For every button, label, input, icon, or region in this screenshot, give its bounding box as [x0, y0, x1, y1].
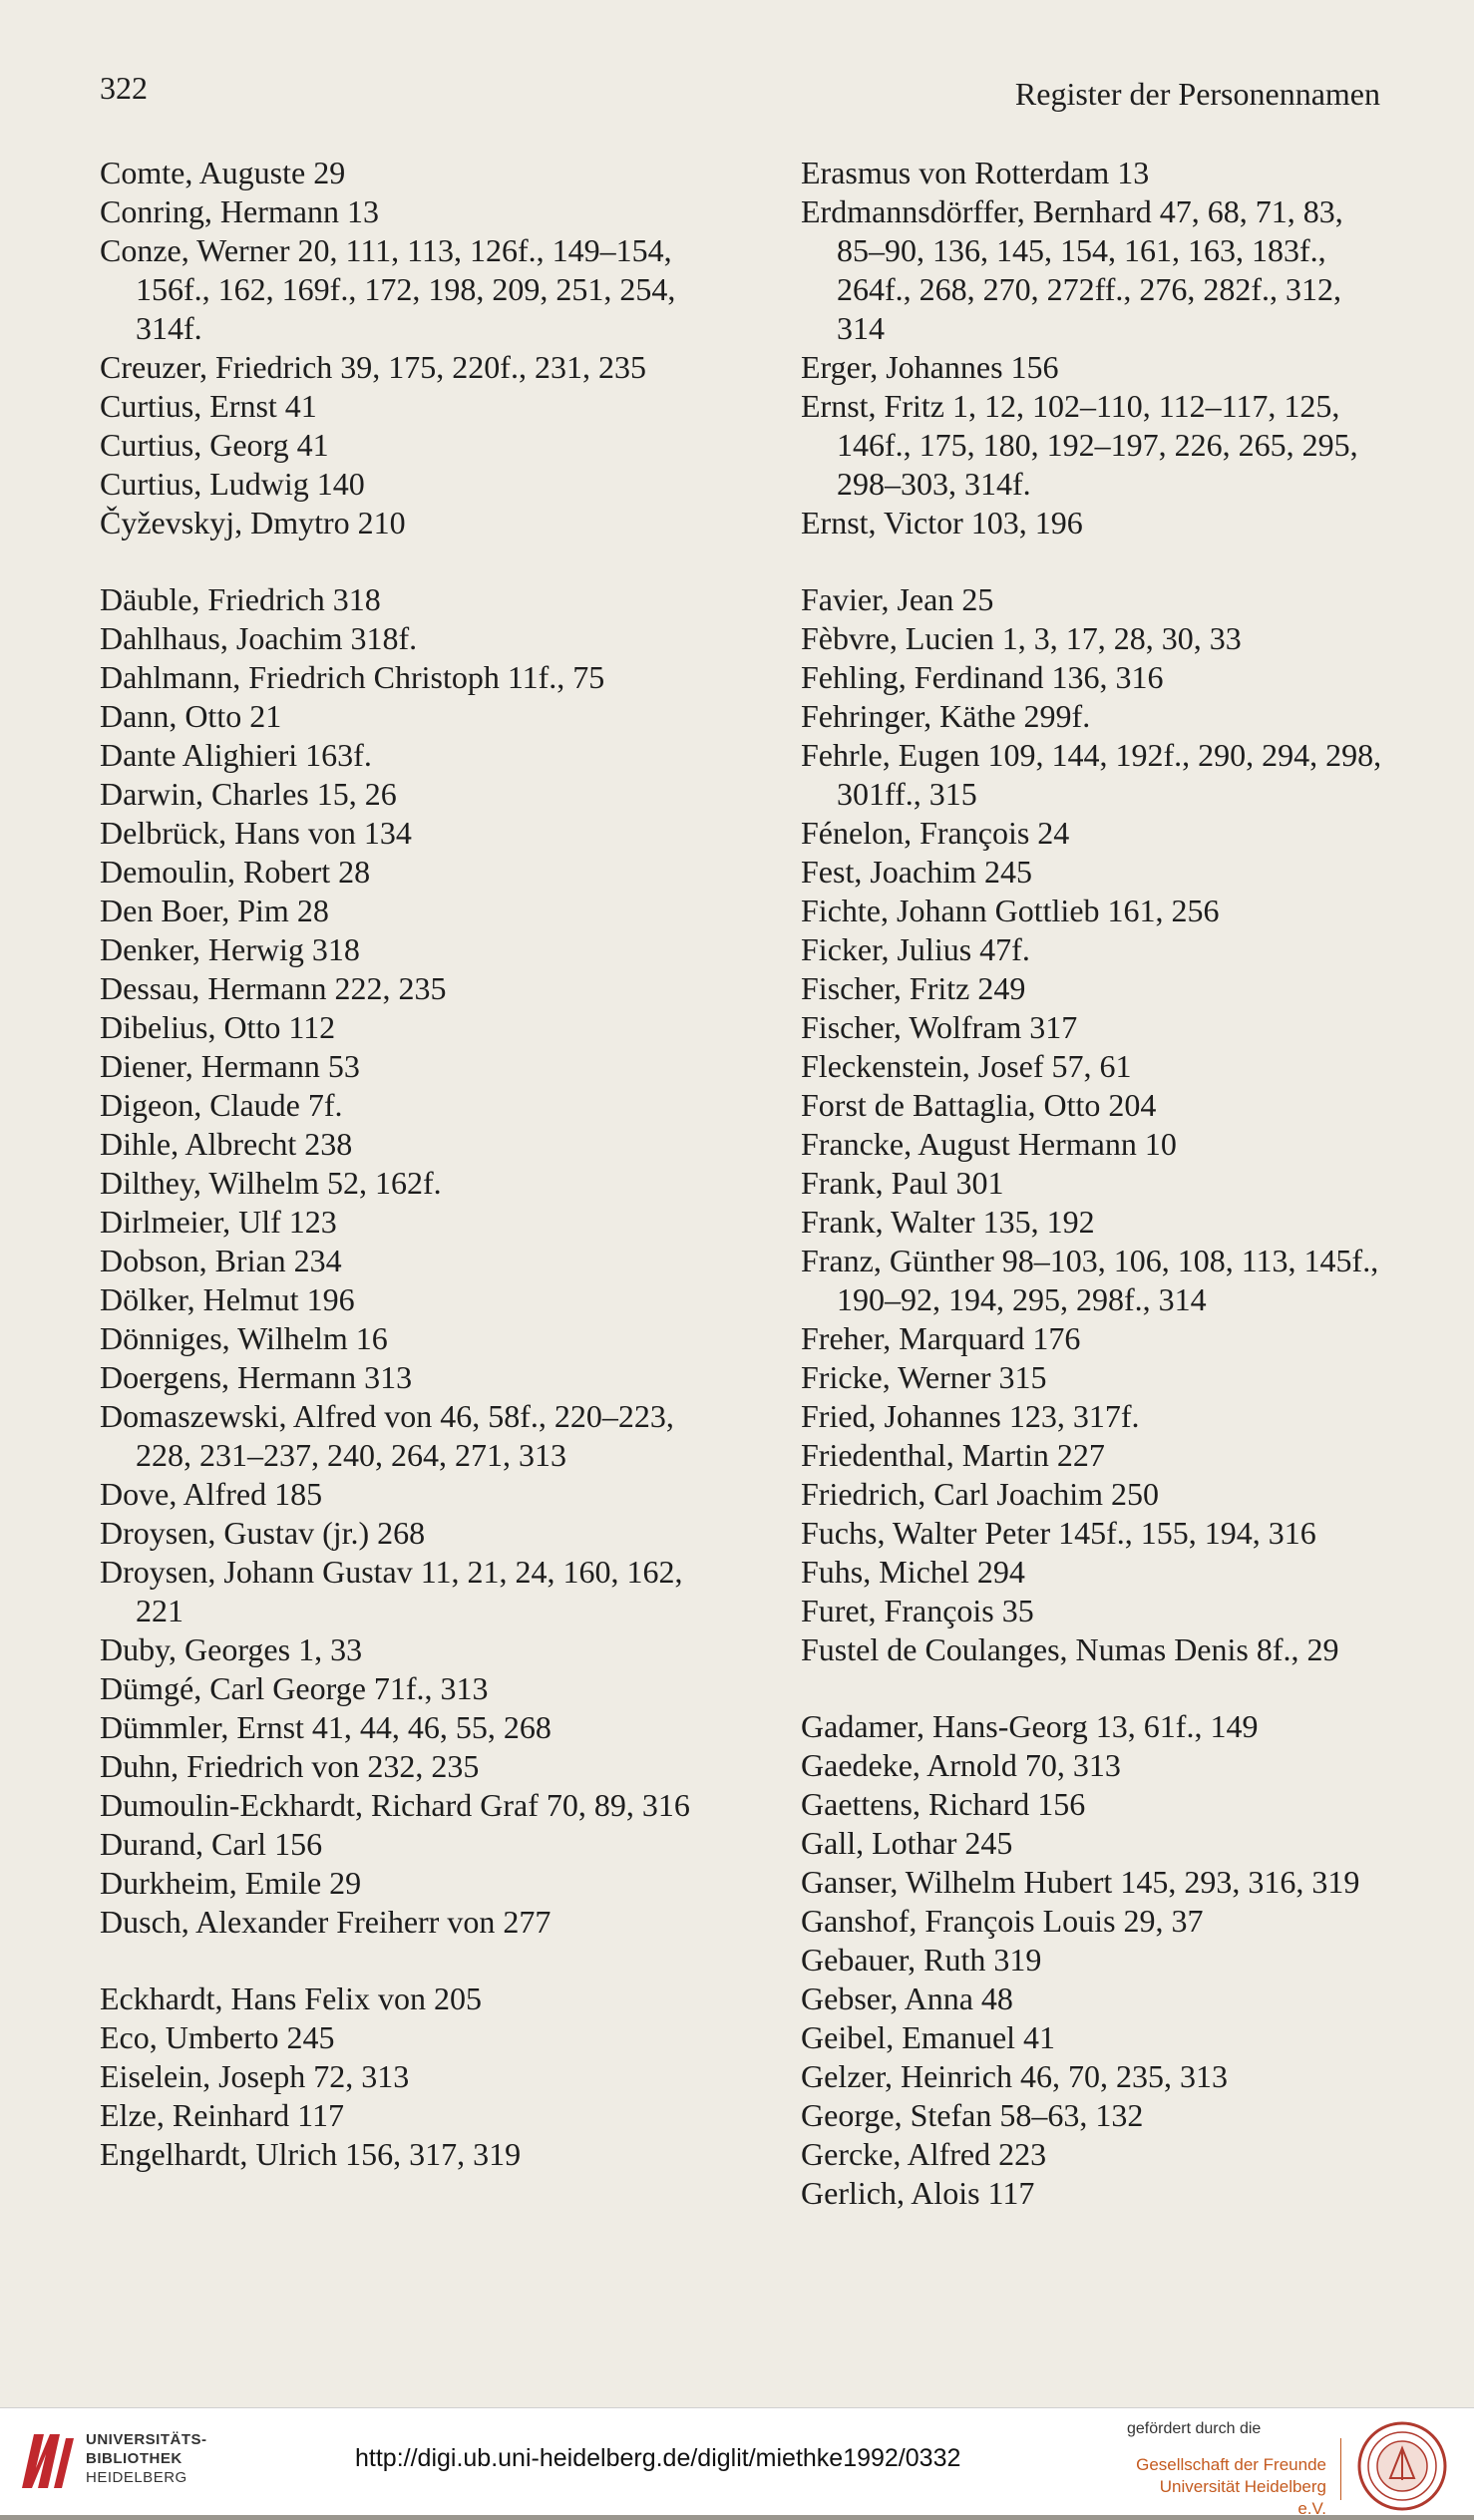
index-entry: Dusch, Alexander Freiherr von 277 — [100, 1904, 552, 1940]
index-entry: Domaszewski, Alfred von 46, 58f., 220–223, 228, 231–237, 240, 264, 271, 313 — [100, 1398, 674, 1473]
library-name — [86, 2430, 207, 2487]
index-entry: Fischer, Wolfram 317 — [801, 1009, 1078, 1045]
index-entry: Gaettens, Richard 156 — [801, 1786, 1086, 1822]
index-entry: Curtius, Georg 41 — [100, 427, 329, 463]
index-entry: Erger, Johannes 156 — [801, 349, 1059, 385]
index-entry: Gadamer, Hans-Georg 13, 61f., 149 — [801, 1708, 1259, 1744]
index-entry: Dobson, Brian 234 — [100, 1243, 342, 1278]
index-entry: Francke, August Hermann 10 — [801, 1126, 1177, 1162]
index-entry: Ernst, Fritz 1, 12, 102–110, 112–117, 125, 146f., 175, 180, 192–197, 226, 265, 295, 298–303, 314f. — [801, 388, 1358, 502]
index-entry: Frank, Paul 301 — [801, 1165, 1004, 1201]
index-entry: Gebauer, Ruth 319 — [801, 1942, 1042, 1978]
index-entry: Curtius, Ludwig 140 — [100, 466, 365, 502]
index-entry: Dante Alighieri 163f. — [100, 737, 372, 773]
index-column-right — [801, 154, 1389, 2213]
index-entry: Favier, Jean 25 — [801, 581, 994, 617]
index-entry: Dibelius, Otto 112 — [100, 1009, 336, 1045]
index-entry: Fénelon, François 24 — [801, 815, 1070, 851]
letter-group-gap — [100, 542, 718, 580]
index-entry: Fried, Johannes 123, 317f. — [801, 1398, 1140, 1434]
index-entry: Friedenthal, Martin 227 — [801, 1437, 1105, 1473]
index-entry: Fehrle, Eugen 109, 144, 192f., 290, 294, 298, 301ff., 315 — [801, 737, 1382, 812]
index-entry: Duby, Georges 1, 33 — [100, 1631, 363, 1667]
library-name-line2: BIBLIOTHEK — [86, 2450, 183, 2467]
index-entry: Fest, Joachim 245 — [801, 854, 1032, 890]
index-entry: Ernst, Victor 103, 196 — [801, 505, 1083, 540]
running-head: Register der Personennamen — [1014, 76, 1380, 112]
index-entry: Duhn, Friedrich von 232, 235 — [100, 1748, 480, 1784]
index-entry: Dihle, Albrecht 238 — [100, 1126, 353, 1162]
sponsor-divider — [1340, 2438, 1341, 2500]
index-entry: Fricke, Werner 315 — [801, 1359, 1047, 1395]
index-entry: Ficker, Julius 47f. — [801, 931, 1030, 967]
index-entry: Droysen, Johann Gustav 11, 21, 24, 160, 162, 221 — [100, 1554, 683, 1628]
index-entry: Fleckenstein, Josef 57, 61 — [801, 1048, 1132, 1084]
index-entry: Dümgé, Carl George 71f., 313 — [100, 1670, 489, 1706]
index-entry: Geibel, Emanuel 41 — [801, 2019, 1056, 2055]
index-entry: Conring, Hermann 13 — [100, 193, 379, 229]
index-entry: Gerlich, Alois 117 — [801, 2175, 1035, 2211]
index-entry: Däuble, Friedrich 318 — [100, 581, 381, 617]
index-entry: Digeon, Claude 7f. — [100, 1087, 343, 1123]
index-entry: Dölker, Helmut 196 — [100, 1281, 355, 1317]
index-entry: Gebser, Anna 48 — [801, 1980, 1013, 2016]
index-entry: Fuhs, Michel 294 — [801, 1554, 1025, 1590]
index-entry: Den Boer, Pim 28 — [100, 893, 329, 928]
letter-group-gap — [801, 1669, 1389, 1707]
index-entry: Erdmannsdörffer, Bernhard 47, 68, 71, 83, 85–90, 136, 145, 154, 161, 163, 183f., 264f., 268, 270, 272ff., 276, 282f., 312, 314 — [801, 193, 1343, 346]
index-entry: Gall, Lothar 245 — [801, 1825, 1013, 1861]
index-entry: Frank, Walter 135, 192 — [801, 1204, 1095, 1240]
index-entry: George, Stefan 58–63, 132 — [801, 2097, 1144, 2133]
index-entry: Fischer, Fritz 249 — [801, 970, 1026, 1006]
index-entry: Eiselein, Joseph 72, 313 — [100, 2058, 410, 2094]
index-entry: Dahlhaus, Joachim 318f. — [100, 620, 418, 656]
index-entry: Furet, François 35 — [801, 1593, 1034, 1628]
index-entry: Dahlmann, Friedrich Christoph 11f., 75 — [100, 659, 605, 695]
index-entry: Comte, Auguste 29 — [100, 155, 346, 190]
index-entry: Dann, Otto 21 — [100, 698, 282, 734]
index-entry: Fèbvre, Lucien 1, 3, 17, 28, 30, 33 — [801, 620, 1242, 656]
index-entry: Gelzer, Heinrich 46, 70, 235, 313 — [801, 2058, 1228, 2094]
index-entry: Dirlmeier, Ulf 123 — [100, 1204, 337, 1240]
index-entry: Friedrich, Carl Joachim 250 — [801, 1476, 1160, 1512]
index-entry: Forst de Battaglia, Otto 204 — [801, 1087, 1157, 1123]
sponsor-line2: Universität Heidelberg e.V. — [1159, 2477, 1326, 2518]
index-entry: Fustel de Coulanges, Numas Denis 8f., 29 — [801, 1631, 1339, 1667]
index-entry: Franz, Günther 98–103, 106, 108, 113, 145f., 190–92, 194, 295, 298f., 314 — [801, 1243, 1379, 1317]
index-column-left — [100, 154, 718, 2174]
index-entry: Dessau, Hermann 222, 235 — [100, 970, 447, 1006]
index-entry: Ganser, Wilhelm Hubert 145, 293, 316, 319 — [801, 1864, 1360, 1900]
index-entry: Denker, Herwig 318 — [100, 931, 360, 967]
page-number: 322 — [100, 70, 148, 106]
index-entry: Creuzer, Friedrich 39, 175, 220f., 231, 235 — [100, 349, 646, 385]
university-library-logo-icon — [14, 2424, 78, 2496]
permalink[interactable]: http://digi.ub.uni-heidelberg.de/diglit/miethke1992/0332 — [355, 2444, 961, 2472]
index-entry: Fehling, Ferdinand 136, 316 — [801, 659, 1164, 695]
index-entry: Durand, Carl 156 — [100, 1826, 323, 1862]
letter-group-gap — [100, 1942, 718, 1980]
index-entry: Curtius, Ernst 41 — [100, 388, 317, 424]
index-entry: Demoulin, Robert 28 — [100, 854, 371, 890]
index-entry: Delbrück, Hans von 134 — [100, 815, 412, 851]
index-entry: Dönniges, Wilhelm 16 — [100, 1320, 388, 1356]
index-entry: Conze, Werner 20, 111, 113, 126f., 149–154, 156f., 162, 169f., 172, 198, 209, 251, 254, 314f. — [100, 232, 676, 346]
library-name-line3: HEIDELBERG — [86, 2469, 187, 2486]
library-name-line1: UNIVERSITÄTS- — [86, 2431, 207, 2448]
index-entry: Gaedeke, Arnold 70, 313 — [801, 1747, 1121, 1783]
index-entry: Ganshof, François Louis 29, 37 — [801, 1903, 1204, 1939]
viewer-footer — [0, 2407, 1474, 2518]
sponsor-name — [1127, 2454, 1326, 2520]
index-entry: Dove, Alfred 185 — [100, 1476, 323, 1512]
index-entry: Dilthey, Wilhelm 52, 162f. — [100, 1165, 442, 1201]
index-entry: Freher, Marquard 176 — [801, 1320, 1081, 1356]
sponsor-label: gefördert durch die — [1127, 2420, 1262, 2437]
index-entry: Darwin, Charles 15, 26 — [100, 776, 397, 812]
index-entry: Doergens, Hermann 313 — [100, 1359, 413, 1395]
university-seal-icon — [1356, 2420, 1448, 2512]
index-entry: Fuchs, Walter Peter 145f., 155, 194, 316 — [801, 1515, 1316, 1551]
index-entry: Durkheim, Emile 29 — [100, 1865, 362, 1901]
index-entry: Diener, Hermann 53 — [100, 1048, 360, 1084]
index-entry: Dumoulin-Eckhardt, Richard Graf 70, 89, 316 — [100, 1787, 690, 1823]
index-entry: Fichte, Johann Gottlieb 161, 256 — [801, 893, 1220, 928]
sponsor-line1: Gesellschaft der Freunde — [1136, 2455, 1326, 2474]
index-entry: Eco, Umberto 245 — [100, 2019, 335, 2055]
index-entry: Čyževskyj, Dmytro 210 — [100, 505, 406, 540]
index-entry: Droysen, Gustav (jr.) 268 — [100, 1515, 426, 1551]
index-entry: Elze, Reinhard 117 — [100, 2097, 344, 2133]
index-entry: Gercke, Alfred 223 — [801, 2136, 1047, 2172]
letter-group-gap — [801, 542, 1389, 580]
index-entry: Fehringer, Käthe 299f. — [801, 698, 1091, 734]
index-entry: Eckhardt, Hans Felix von 205 — [100, 1980, 483, 2016]
index-entry: Engelhardt, Ulrich 156, 317, 319 — [100, 2136, 522, 2172]
index-entry: Erasmus von Rotterdam 13 — [801, 155, 1150, 190]
index-entry: Dümmler, Ernst 41, 44, 46, 55, 268 — [100, 1709, 552, 1745]
